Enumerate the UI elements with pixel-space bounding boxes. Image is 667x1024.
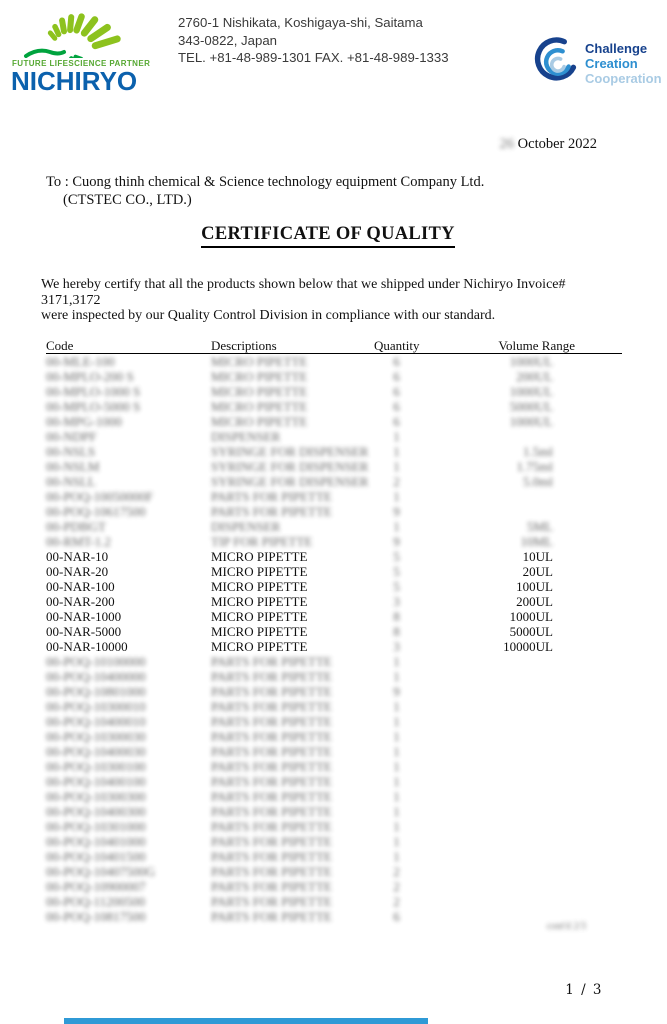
page-title: CERTIFICATE OF QUALITY	[201, 224, 455, 248]
cell-volume	[419, 654, 622, 669]
cell-quantity: 1	[393, 654, 400, 669]
cell-volume	[419, 714, 622, 729]
cell-code: 00-POQ-10617500	[46, 504, 146, 519]
table-row	[46, 399, 622, 414]
table-row	[46, 624, 622, 639]
cell-description: MICRO PIPETTE	[211, 609, 308, 624]
cell-volume: 1000UL	[509, 354, 553, 369]
cell-description: PARTS FOR PIPETTE	[211, 669, 332, 684]
address-line-3: TEL. +81-48-989-1301 FAX. +81-48-989-1333	[178, 50, 449, 65]
cell-description: PARTS FOR PIPETTE	[211, 489, 332, 504]
cell-volume	[419, 879, 622, 894]
cell-quantity: 3	[393, 639, 400, 654]
cell-volume	[419, 909, 622, 924]
table-row	[46, 789, 622, 804]
table-row	[46, 564, 622, 579]
cell-description: MICRO PIPETTE	[211, 414, 308, 429]
cell-description: MICRO PIPETTE	[211, 624, 308, 639]
cell-description: PARTS FOR PIPETTE	[211, 909, 332, 924]
cell-code: 00-NAR-200	[46, 594, 115, 609]
cell-quantity: 1	[393, 669, 400, 684]
table-row	[46, 369, 622, 384]
cell-quantity: 1	[393, 729, 400, 744]
cell-volume	[419, 699, 622, 714]
cell-volume: 1.5ml	[523, 444, 553, 459]
table-body	[46, 354, 622, 924]
cell-description: SYRINGE FOR DISPENSER	[211, 444, 369, 459]
cell-description: PARTS FOR PIPETTE	[211, 729, 332, 744]
cell-quantity: 8	[393, 624, 400, 639]
cell-code: 00-NAR-10	[46, 549, 109, 564]
cell-quantity: 1	[393, 789, 400, 804]
cell-volume: 5ML	[527, 519, 553, 534]
cell-volume: 5000UL	[509, 399, 553, 414]
cell-volume	[419, 669, 622, 684]
cell-quantity: 1	[393, 699, 400, 714]
cell-description: MICRO PIPETTE	[211, 594, 308, 609]
page-number: 1 / 3	[565, 982, 603, 998]
cell-volume	[419, 789, 622, 804]
table-header-row	[46, 338, 622, 354]
cell-code: 00-POQ-10301000	[46, 819, 146, 834]
table-row	[46, 519, 622, 534]
cell-code: 00-POQ-10400030	[46, 744, 146, 759]
cell-description: MICRO PIPETTE	[211, 369, 308, 384]
cell-description: PARTS FOR PIPETTE	[211, 849, 332, 864]
table-row	[46, 909, 622, 924]
cell-volume	[419, 744, 622, 759]
cell-description: TIP FOR PIPETTE	[211, 534, 313, 549]
cell-quantity: 6	[393, 384, 400, 399]
recipient-line-2: (CTSTEC CO., LTD.)	[63, 192, 192, 208]
cell-quantity: 6	[393, 354, 400, 369]
ccc-line-challenge: Challenge	[585, 40, 648, 56]
cell-code: 00-NAR-10000	[46, 639, 128, 654]
cell-description: MICRO PIPETTE	[211, 549, 308, 564]
cell-description: MICRO PIPETTE	[211, 564, 308, 579]
nichiryo-logo	[8, 6, 168, 94]
table-row	[46, 474, 622, 489]
cell-code: 00-POQ-11200500	[46, 894, 146, 909]
cell-code: 00-MPG-1000	[46, 414, 122, 429]
cell-quantity: 2	[393, 879, 400, 894]
table-row	[46, 834, 622, 849]
cell-volume	[419, 774, 622, 789]
cell-quantity: 5	[393, 549, 400, 564]
sunburst-icon	[22, 6, 152, 58]
cell-quantity: 1	[393, 834, 400, 849]
cell-code: 00-POQ-10817500	[46, 909, 146, 924]
table-row	[46, 714, 622, 729]
cell-volume	[419, 759, 622, 774]
cell-code: 00-NAR-100	[46, 579, 115, 594]
cell-description: SYRINGE FOR DISPENSER	[211, 474, 369, 489]
cell-description: PARTS FOR PIPETTE	[211, 699, 332, 714]
cell-code: 00-POQ-10900007	[46, 879, 146, 894]
cell-volume	[419, 864, 622, 879]
cell-volume: 20UL	[522, 564, 553, 579]
cell-quantity: 8	[393, 609, 400, 624]
table-row	[46, 819, 622, 834]
table-row	[46, 384, 622, 399]
cell-quantity: 5	[393, 579, 400, 594]
cell-quantity: 1	[393, 819, 400, 834]
table-row	[46, 894, 622, 909]
cell-volume: 10000UL	[503, 639, 553, 654]
cell-volume	[419, 429, 622, 444]
cell-code: 00-POQ-10050000F	[46, 489, 153, 504]
cell-code: 00-NSLM	[46, 459, 100, 474]
cell-volume: 200UL	[516, 594, 553, 609]
cell-description: PARTS FOR PIPETTE	[211, 504, 332, 519]
table-row	[46, 534, 622, 549]
header-quantity: Quantity	[374, 338, 420, 353]
cell-code: 00-POQ-10300300	[46, 789, 146, 804]
cell-volume: 1000UL	[509, 384, 553, 399]
title-row	[0, 224, 656, 248]
cell-quantity: 3	[393, 594, 400, 609]
products-table	[46, 338, 622, 924]
cell-quantity: 1	[393, 804, 400, 819]
cell-code: 00-POQ-10300030	[46, 729, 146, 744]
cell-code: 00-POQ-10801000	[46, 684, 146, 699]
cell-code: 00-NAR-5000	[46, 624, 122, 639]
table-row	[46, 804, 622, 819]
table-row	[46, 879, 622, 894]
cell-code: 00-PDBGT	[46, 519, 106, 534]
cell-description: PARTS FOR PIPETTE	[211, 684, 332, 699]
table-row	[46, 459, 622, 474]
cell-code: 00-POQ-10400300	[46, 804, 146, 819]
cell-description: MICRO PIPETTE	[211, 579, 308, 594]
cell-quantity: 6	[393, 909, 400, 924]
cell-code: 00-NAR-20	[46, 564, 109, 579]
cell-description: PARTS FOR PIPETTE	[211, 744, 332, 759]
table-row	[46, 429, 622, 444]
cell-quantity: 9	[393, 684, 400, 699]
cell-quantity: 1	[393, 714, 400, 729]
cell-quantity: 2	[393, 474, 400, 489]
cell-description: DISPENSER	[211, 519, 281, 534]
table-row	[46, 729, 622, 744]
table-row	[46, 594, 622, 609]
cell-code: 00-POQ-10400100	[46, 774, 146, 789]
cell-quantity: 1	[393, 759, 400, 774]
cell-volume: 1.75ml	[516, 459, 553, 474]
cell-code: 00-NSLL	[46, 474, 96, 489]
header-descriptions: Descriptions	[211, 338, 277, 353]
cell-volume: 5000UL	[509, 624, 553, 639]
ccc-logo-text	[585, 41, 662, 86]
cell-quantity: 9	[393, 534, 400, 549]
table-row	[46, 489, 622, 504]
date-day-redacted: 26	[499, 136, 515, 152]
cell-volume	[419, 834, 622, 849]
cell-quantity: 9	[393, 504, 400, 519]
cell-quantity: 1	[393, 459, 400, 474]
cell-quantity: 1	[393, 774, 400, 789]
cell-volume: 200UL	[516, 369, 553, 384]
cell-volume	[419, 504, 622, 519]
cell-description: PARTS FOR PIPETTE	[211, 864, 332, 879]
table-row	[46, 639, 622, 654]
cell-code: 00-POQ-10300100	[46, 759, 146, 774]
continuation-note-redacted: cont'd 2/3	[546, 921, 586, 932]
cell-volume	[419, 684, 622, 699]
cell-volume: 1000UL	[509, 609, 553, 624]
cell-volume: 10ML	[520, 534, 553, 549]
header-code: Code	[46, 338, 74, 353]
document-date	[500, 136, 597, 153]
cell-code: 00-POQ-10300010	[46, 699, 146, 714]
paragraph-line-1: We hereby certify that all the products shown below that we shipped under Nichiryo Invoice# 3171,3172	[41, 277, 566, 308]
cell-code: 00-POQ-10401000	[46, 834, 146, 849]
table-row	[46, 414, 622, 429]
table-row	[46, 699, 622, 714]
table-row	[46, 684, 622, 699]
table-row	[46, 654, 622, 669]
certification-paragraph	[41, 277, 621, 324]
cell-volume	[419, 849, 622, 864]
cell-code: 00-NAR-1000	[46, 609, 122, 624]
cell-description: PARTS FOR PIPETTE	[211, 714, 332, 729]
table-row	[46, 864, 622, 879]
cell-quantity: 6	[393, 399, 400, 414]
cell-description: MICRO PIPETTE	[211, 384, 308, 399]
cell-quantity: 6	[393, 414, 400, 429]
cell-code: 00-POQ-10100000	[46, 654, 146, 669]
cell-code: 00-RMT-1.2	[46, 534, 111, 549]
cell-volume: 100UL	[516, 579, 553, 594]
cell-quantity: 1	[393, 444, 400, 459]
table-row	[46, 504, 622, 519]
table-row	[46, 354, 622, 369]
table-row	[46, 669, 622, 684]
table-row	[46, 744, 622, 759]
cell-volume	[419, 894, 622, 909]
cell-description: MICRO PIPETTE	[211, 639, 308, 654]
cell-description: PARTS FOR PIPETTE	[211, 789, 332, 804]
cell-volume	[419, 489, 622, 504]
table-row	[46, 609, 622, 624]
ccc-swirl-icon	[528, 36, 582, 90]
cell-description: MICRO PIPETTE	[211, 399, 308, 414]
cell-code: 00-MLE-100	[46, 354, 115, 369]
cell-quantity: 1	[393, 489, 400, 504]
cell-code: 00-POQ-10400000	[46, 669, 146, 684]
cell-quantity: 1	[393, 849, 400, 864]
cell-description: PARTS FOR PIPETTE	[211, 879, 332, 894]
cell-code: 00-MPLO-200 S	[46, 369, 134, 384]
cell-quantity: 2	[393, 894, 400, 909]
logo-tagline: FUTURE LIFESCIENCE PARTNER	[12, 59, 151, 68]
table-row	[46, 774, 622, 789]
cell-description: PARTS FOR PIPETTE	[211, 774, 332, 789]
cell-quantity: 1	[393, 744, 400, 759]
cell-description: PARTS FOR PIPETTE	[211, 759, 332, 774]
cell-code: 00-POQ-10401500	[46, 849, 146, 864]
table-row	[46, 444, 622, 459]
cell-description: PARTS FOR PIPETTE	[211, 804, 332, 819]
cell-code: 00-POQ-10400010	[46, 714, 146, 729]
cell-quantity: 5	[393, 564, 400, 579]
table-row	[46, 549, 622, 564]
cell-quantity: 6	[393, 369, 400, 384]
bottom-blue-bar	[64, 1018, 428, 1024]
cell-volume	[419, 729, 622, 744]
cell-code: 00-NSLS	[46, 444, 96, 459]
table-row	[46, 759, 622, 774]
cell-code: 00-POQ-10407500G	[46, 864, 156, 879]
logo-brand-text: NICHIRYO	[11, 66, 138, 96]
cell-volume: 1000UL	[509, 414, 553, 429]
cell-code: 00-MPLO-5000 S	[46, 399, 141, 414]
ccc-logo	[528, 36, 667, 90]
cell-quantity: 2	[393, 864, 400, 879]
cell-description: DISPENSER	[211, 429, 281, 444]
cell-volume: 10UL	[522, 549, 553, 564]
table-row	[46, 849, 622, 864]
company-address	[178, 14, 449, 67]
paragraph-line-2: were inspected by our Quality Control Division in compliance with our standard.	[41, 308, 496, 323]
table-row	[46, 579, 622, 594]
address-line-1: 2760-1 Nishikata, Koshigaya-shi, Saitama	[178, 15, 423, 30]
address-line-2: 343-0822, Japan	[178, 32, 277, 48]
cell-volume	[419, 819, 622, 834]
ccc-line-cooperation: Cooperation	[585, 70, 662, 86]
cell-description: SYRINGE FOR DISPENSER	[211, 459, 369, 474]
cell-description: PARTS FOR PIPETTE	[211, 834, 332, 849]
cell-volume: 5.0ml	[523, 474, 553, 489]
cell-description: PARTS FOR PIPETTE	[211, 819, 332, 834]
cell-description: PARTS FOR PIPETTE	[211, 894, 332, 909]
date-month-year: October 2022	[517, 136, 597, 152]
recipient-line-1: To : Cuong thinh chemical & Science technology equipment Company Ltd.	[46, 174, 485, 190]
ccc-line-creation: Creation	[585, 55, 638, 71]
cell-code: 00-NDPF	[46, 429, 97, 444]
header-volume-range: Volume Range	[498, 338, 575, 353]
cell-quantity: 1	[393, 429, 400, 444]
cell-quantity: 1	[393, 519, 400, 534]
cell-description: PARTS FOR PIPETTE	[211, 654, 332, 669]
cell-volume	[419, 804, 622, 819]
cell-code: 00-MPLO-1000 S	[46, 384, 141, 399]
cell-description: MICRO PIPETTE	[211, 354, 308, 369]
